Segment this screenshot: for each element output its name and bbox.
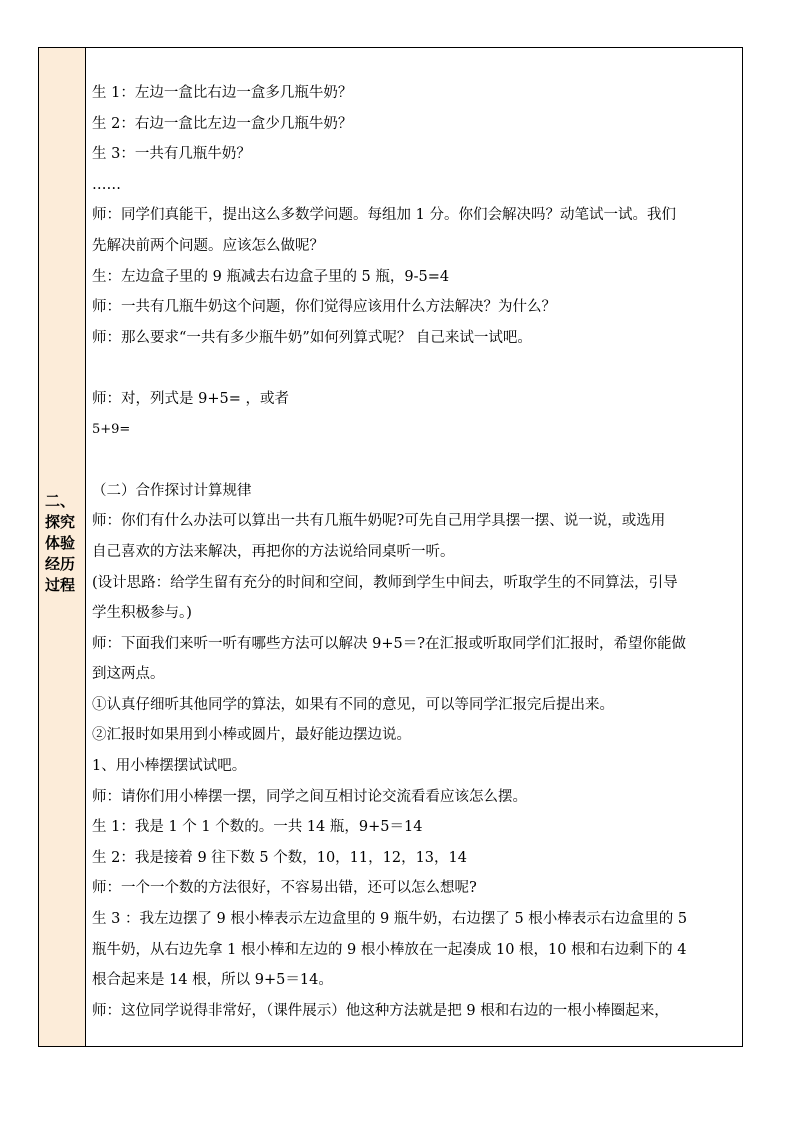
section-label-line: 经历 (45, 555, 76, 573)
method-heading: 1、用小棒摆摆试试吧。 (92, 758, 247, 775)
rule-item: ①认真仔细听其他同学的算法，如果有不同的意见，可以等同学汇报完后提出来。 (92, 696, 614, 713)
dialogue-line: 生 1：左边一盒比右边一盒多几瓶牛奶？ (92, 85, 353, 101)
dialogue-line: 生：左边盒子里的 9 瓶减去右边盒子里的 5 瓶，9-5=4 (92, 268, 450, 285)
dialogue-line: 生 2：我是接着 9 往下数 5 个数，10，11，12，13，14 (92, 849, 467, 866)
section-label-line: 体验 (45, 534, 76, 552)
section-label-line: 二、 (45, 492, 76, 510)
section-label-line: 探究 (45, 513, 76, 531)
dialogue-line: 师：请你们用小棒摆一摆，同学之间互相讨论交流看看应该怎么摆。 (92, 788, 527, 805)
section-label-line: 过程 (45, 576, 76, 594)
dialogue-line: 生 1：我是 1 个 1 个数的。一共 14 瓶，9+5＝14 (92, 819, 423, 836)
dialogue-line: 师：你们有什么办法可以算出一共有几瓶牛奶呢?可先自己用学具摆一摆、说一说，或选用 (92, 513, 666, 530)
design-note-line: (设计思路：给学生留有充分的时间和空间，教师到学生中间去，听取学生的不同算法，引导 (92, 574, 678, 591)
lesson-table (38, 47, 743, 1047)
dialogue-line: 师：同学们真能干，提出这么多数学问题。每组加 1 分。你们会解决吗？动笔试一试。我们 (92, 207, 676, 224)
dialogue-line: 师：这位同学说得非常好，（课件展示）他这种方法就是把 9 根和右边的一根小棒圈起来， (92, 1002, 669, 1019)
dialogue-line: 师：对，列式是 9+5= ，或者 (92, 390, 289, 407)
dialogue-line: 师：那么要求“一共有多少瓶牛奶”如何列算式呢？ 自己来试一试吧。 (92, 329, 532, 346)
rule-item: ②汇报时如果用到小棒或圆片，最好能边摆边说。 (92, 727, 411, 744)
dialogue-line: 生 3：一共有几瓶牛奶？ (92, 146, 251, 163)
dialogue-line: 根合起来是 14 根，所以 9+5＝14。 (92, 972, 333, 989)
section-label-cell (39, 48, 86, 1046)
dialogue-line: 师：下面我们来听一听有哪些方法可以解决 9+5＝?在汇报或听取同学们汇报时，希望你能做 (92, 635, 686, 652)
blank-line (92, 445, 737, 476)
equation-line: 5+9= (92, 421, 131, 437)
lesson-content (92, 78, 737, 1026)
dialogue-line: 生 2：右边一盒比左边一盒少几瓶牛奶？ (92, 115, 353, 132)
dialogue-line: 先解决前两个问题。应该怎么做呢？ (92, 237, 324, 254)
design-note-line: 学生积极参与。) (92, 605, 192, 622)
dialogue-line: 生 3 ：我左边摆了 9 根小棒表示左边盒里的 9 瓶牛奶，右边摆了 5 根小棒表示右边盒里的 5 (92, 911, 688, 928)
subsection-heading: （二）合作探讨计算规律 (92, 482, 252, 499)
blank-line (92, 353, 737, 384)
section-label (39, 491, 86, 596)
dialogue-line: 自己喜欢的方法来解决，再把你的方法说给同桌听一听。 (92, 543, 455, 560)
dialogue-line: 瓶牛奶，从右边先拿 1 根小棒和左边的 9 根小棒放在一起凑成 10 根，10 根和右边剩下的 4 (92, 941, 687, 958)
ellipsis-line: …… (92, 176, 121, 193)
dialogue-line: 师：一共有几瓶牛奶这个问题，你们觉得应该用什么方法解决？为什么？ (92, 299, 556, 316)
dialogue-line: 师：一个一个数的方法很好，不容易出错，还可以怎么想呢? (92, 880, 477, 897)
dialogue-line: 到这两点。 (92, 666, 165, 683)
